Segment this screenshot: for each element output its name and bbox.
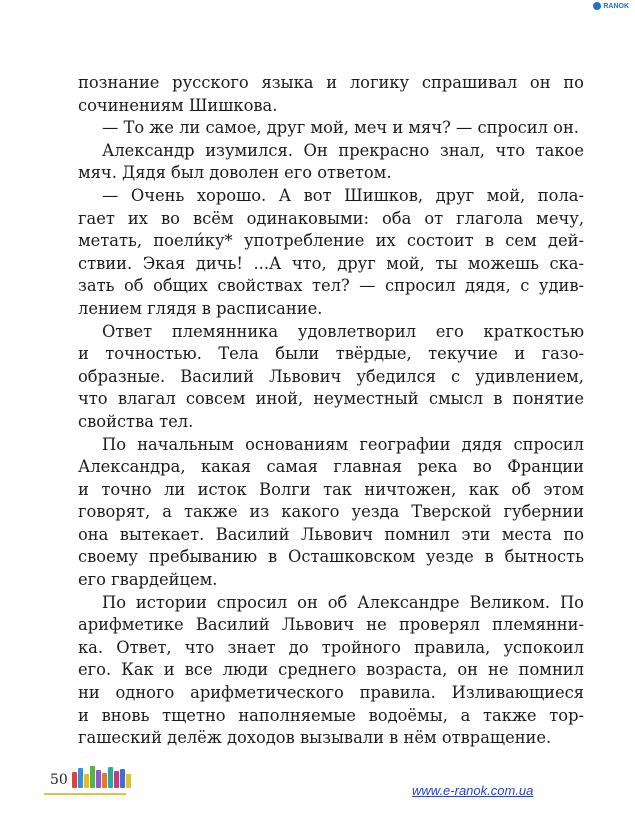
- book-icon: [96, 770, 101, 788]
- page-body-text: [78, 72, 584, 750]
- text-line: ствии. Экая дичь! ...А что, друг мой, ты можешь ска-: [78, 253, 584, 273]
- page-number: 50: [50, 772, 68, 788]
- text-line: образные. Василий Львович убедился с удивлением,: [78, 366, 584, 386]
- text-line: ни одного арифметического правила. Изливающиеся: [78, 683, 584, 703]
- book-icon: [114, 771, 119, 788]
- text-line: и точно ли исток Волги так ничтожен, как об этом: [78, 479, 584, 499]
- text-line: лением глядя в расписание.: [78, 298, 323, 318]
- text-line: своему пребыванию в Осташковском уезде в бытность: [78, 547, 584, 567]
- text-line: По начальным основаниям географии дядя спросил: [102, 434, 584, 454]
- text-line: арифметике Василий Львович не проверял племянни-: [78, 615, 584, 635]
- book-icon: [126, 774, 131, 788]
- publisher-logo: [593, 2, 629, 10]
- text-line: гашеский делёж доходов вызывали в нём отвращение.: [78, 728, 552, 748]
- text-line: говорят, а также из какого уезда Тверской губернии: [78, 502, 584, 522]
- book-icon: [84, 774, 89, 788]
- text-line: сочинениям Шишкова.: [78, 95, 278, 115]
- text-line: она вытекает. Василий Львович помнил эти места по: [78, 524, 584, 544]
- text-line: зать об общих свойствах тел? — спросил дядя, с удив-: [78, 276, 584, 296]
- text-line: ка. Ответ, что знает до тройного правила, успокоил: [78, 637, 584, 657]
- book-icon: [108, 767, 113, 788]
- books-decoration-icon: [72, 766, 131, 788]
- text-line: Ответ племянника удовлетворил его краткостью: [102, 321, 584, 341]
- book-icon: [72, 772, 77, 788]
- text-line: его. Как и все люди среднего возраста, он не помнил: [78, 660, 584, 680]
- text-line: гает их во всём одинаковыми: оба от глагола мечу,: [78, 208, 584, 228]
- book-icon: [90, 766, 95, 788]
- text-line: — То же ли самое, друг мой, меч и мяч? — спросил он.: [102, 118, 579, 138]
- book-icon: [102, 773, 107, 788]
- text-line: По истории спросил он об Александре Великом. По: [102, 592, 584, 612]
- text-line: Александра, какая самая главная река во Франции: [78, 457, 584, 477]
- text-line: его гвардейцем.: [78, 570, 218, 590]
- footer-accent-line: [44, 793, 126, 795]
- text-line: свойства тел.: [78, 411, 194, 431]
- text-line: что влагал совсем иной, неуместный смысл в понятие: [78, 389, 584, 409]
- text-line: и точностью. Тела были твёрдые, текучие и газо-: [78, 344, 584, 364]
- book-icon: [78, 768, 83, 788]
- text-line: Александр изумился. Он прекрасно знал, что такое: [102, 140, 584, 160]
- text-line: и вновь тщетно наполняемые водоёмы, а также тор-: [78, 705, 584, 725]
- text-line: — Очень хорошо. А вот Шишков, друг мой, пола-: [102, 185, 584, 205]
- text-line: метать, поели́ку* употребление их состоит в сем дей-: [78, 231, 584, 251]
- text-line: познание русского языка и логику спрашивал он по: [78, 73, 584, 92]
- text-line: мяч. Дядя был доволен его ответом.: [78, 163, 392, 183]
- publisher-site-link[interactable]: www.e-ranok.com.ua: [412, 783, 534, 798]
- logo-mark-icon: [593, 2, 601, 10]
- book-icon: [120, 769, 125, 788]
- logo-text: RANOK: [603, 2, 629, 10]
